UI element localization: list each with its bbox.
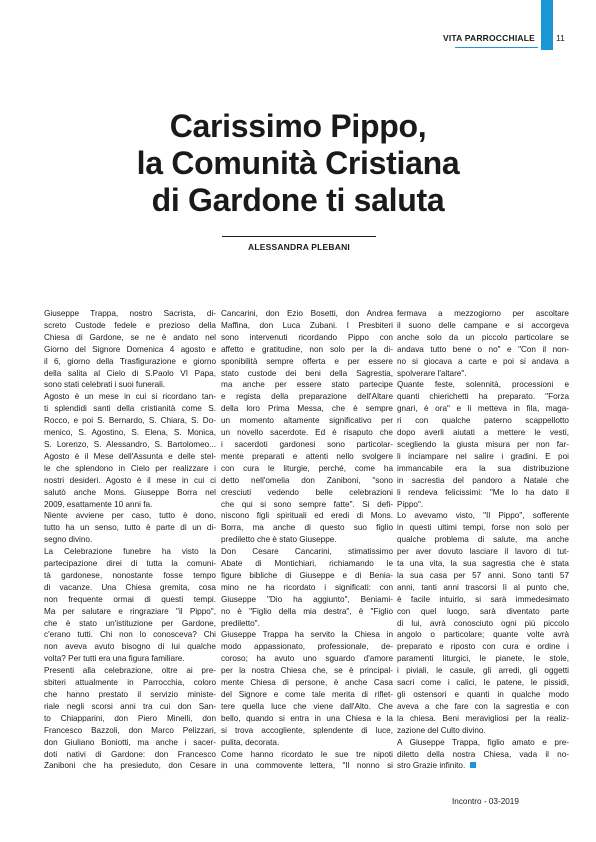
text-line: to Chiapparini, don Piero Minelli, don (44, 713, 216, 723)
text-line: gli ostensori e quanti in qualche modo (397, 690, 569, 699)
text-line: Pippo". (397, 499, 424, 509)
text-line: scegliendo la giusta misura per non far- (397, 439, 569, 449)
text-line: Lo avevamo visto, "Il Pippo", sofferente (397, 511, 569, 521)
text-line: A Giuseppe Trappa, figlio amato e pre- (397, 737, 569, 747)
text-line: segno divino. (44, 535, 93, 545)
text-line: mente preparati e attenti nello svolgere (221, 451, 393, 461)
text-line: andava tutto bene o no" e "Con il non- (397, 344, 569, 354)
text-line: La Celebrazione funebre ha visto la (44, 547, 216, 557)
text-line: prediletto che è stato Giuseppe. (221, 535, 337, 545)
text-line: screto Custode fedele e prezioso della (44, 320, 216, 330)
text-line: tutto ha un senso, tutto è parte di un di- (44, 523, 216, 533)
text-line: Agosto è il Mese dell'Assunta e delle stel- (44, 451, 216, 461)
end-of-article-icon (470, 762, 476, 768)
text-line: paramenti liturgici, le pianete, le stole, (397, 654, 569, 664)
text-line: anche solo da un piccolo particolare se (397, 332, 569, 342)
text-line: c'erano tutti. Chi non lo conosceva? Chi (44, 630, 216, 640)
text-line: partecipazione direi di tutta la comuni- (44, 559, 216, 569)
text-line: modo appassionato, professionale, de- (221, 642, 393, 652)
title-line: Carissimo Pippo, (169, 108, 427, 144)
text-line: ri con qualche paterno scappellotto (397, 416, 569, 426)
text-line: Cancarini, don Ezio Bosetti, don Andrea (221, 309, 393, 318)
text-line: della loro Prima Messa, che è sempre (221, 404, 393, 414)
text-line: mino ne ha ricordato i significati: con (221, 582, 393, 592)
text-line: Giuseppe "Dio ha aggiunto", Beniami- (221, 594, 393, 604)
text-line: ti splendidi santi della cristianità come S. (44, 404, 216, 414)
text-line: Come hanno ricordato le sue tre nipoti (221, 749, 393, 759)
text-line: diletto della nostra Chiesa, vada il no- (397, 749, 569, 759)
text-line: e regista della preparazione dell'Altare (221, 392, 393, 402)
text-line: angolo o particolare; quante volte avrà (397, 630, 569, 640)
text-line: Borra, ma anche di questo suo figlio (221, 523, 393, 533)
text-line: di vacanze. Una Chiesa gremita, cosa (44, 582, 216, 592)
text-line: niscono figli spirituali ed eredi di Mons. (221, 511, 393, 521)
text-line: spolverare l'altare". (397, 368, 467, 378)
text-line: anni, tanti anni trascorsi lì al punto che, (397, 582, 569, 592)
text-line: del Signore e come tale merita di riflet- (221, 690, 393, 699)
text-line: stato custode dei beni della Sagrestia, (221, 368, 393, 378)
text-line: li rendeva felicissimi: "Me lo ha dato il (397, 487, 569, 497)
text-line: 2009, esattamente 10 anni fa. (44, 499, 153, 509)
text-line: un momento altamente significativo per (221, 416, 393, 426)
text-line: i piviali, le casule, gli arredi, gli oggetti (397, 666, 569, 676)
text-line: con cura le liturgie, perché, come ha (221, 463, 393, 473)
text-line: aveva a che fare con la sagrestia e con (397, 701, 569, 711)
article-title (0, 108, 596, 219)
text-line: Abate di Montichiari, richiamando le (221, 559, 393, 569)
text-line: doti nativi di Gardone: don Francesco (44, 749, 216, 759)
text-line: sponibilità sempre offerta e per essere (221, 356, 393, 366)
text-line: Don Cesare Cancarini, stimatissimo (221, 547, 393, 557)
text-line: è facile intuirlo, si sarà immedesimato (397, 594, 569, 604)
page-number: 11 (556, 33, 565, 43)
text-line: Agosto è un mese in cui si ricordano tan- (44, 392, 216, 402)
text-line: dopo averli aiutati a mettere le vesti, (397, 428, 569, 438)
text-line: S. Lorenzo, S. Alessandro, S. Bartolomeo... (44, 439, 216, 449)
byline-rule (222, 236, 376, 237)
text-line: bello, quando si entra in una Chiesa e la (221, 713, 393, 723)
issue-footer: Incontro - 03-2019 (452, 797, 519, 806)
text-line: coroso; ha avuto uno sguardo d'amore (221, 654, 393, 664)
text-line: che è stato un'istituzione per Gardone, (44, 618, 216, 628)
text-line: Zaniboni che ha presieduto, don Cesare (44, 761, 216, 771)
text-line: le che splendono in Cielo per realizzare i (44, 463, 216, 473)
text-line: il 6, giorno della Trasfigurazione e giorno (44, 356, 216, 366)
text-line: Ma per salutare e ringraziare "il Pippo", (44, 606, 216, 616)
text-line: in questi ultimi tempi, forse non solo per (397, 523, 569, 533)
text-line: che qui si sono sempre fatte". Si defi- (221, 499, 393, 509)
text-line: pulita, decorata. (221, 737, 280, 747)
text-line: i sacerdoti gardonesi sono particolar- (221, 439, 393, 449)
text-line: in una commovente lettera, "Il nonno si (221, 761, 393, 771)
text-line: non aveva avuto bisogno di lui qualche (44, 642, 216, 652)
text-line: qualche problema di salute, ma anche (397, 535, 569, 545)
text-line: Giuseppe Trappa, nostro Sacrista, di- (44, 309, 216, 318)
text-line: Quante feste, solennità, processioni e (397, 380, 569, 390)
text-line: don Giuliano Boniotti, ma anche i sacer- (44, 737, 216, 747)
text-line: prediletto". (221, 618, 260, 628)
text-line: tà gardonese, nonostante fosse tempo (44, 570, 216, 580)
text-line: li inciampare nel salire i gradini. E poi (397, 451, 569, 461)
section-label: VITA PARROCCHIALE (442, 33, 535, 43)
text-line: stro Grazie infinito. (397, 760, 569, 772)
text-line: cresciuti vedendo belle celebrazioni (221, 487, 393, 497)
text-line: nostri desideri. Agosto è il mese in cui ci (44, 475, 216, 485)
text-line: figure bibliche di Giuseppe e di Benia- (221, 570, 393, 580)
text-line: Chiesa di Gardone, se ne è andato nel (44, 332, 216, 342)
text-line: quanti chierichetti ha preparato. "Forza (397, 392, 569, 402)
text-line: affetto e gratitudine, non solo per la di- (221, 344, 393, 354)
text-line: volta? Per tutti era una figura familiare. (44, 654, 185, 664)
text-column-1 (44, 308, 216, 772)
text-line: la sua casa per 57 anni. Sono tanti 57 (397, 570, 569, 580)
text-line: di lui, avrà conosciuto ogni più piccolo (397, 618, 569, 628)
text-line: che hanno prestato il servizio ministe- (44, 690, 216, 699)
text-line: no si giocava a carte e poi si andava a (397, 356, 569, 366)
text-line: gnari, è ora" e li metteva in fila, maga- (397, 404, 569, 414)
text-line: Giuseppe Trappa ha servito la Chiesa in (221, 630, 393, 640)
title-line: la Comunità Cristiana (136, 145, 460, 181)
text-line: Francesco Bazzoli, don Marco Pelizzari, (44, 725, 216, 735)
text-line: con quel luogo, sarà diventato parte (397, 606, 569, 616)
text-line: sono intervenuti ricordando Pippo con (221, 332, 393, 342)
text-line: zazione del Culto divino. (397, 725, 486, 735)
text-column-2 (221, 308, 393, 772)
text-line: mente Chiesa di persone, è anche Casa (221, 678, 393, 688)
header-rule (455, 47, 538, 48)
text-line: Maffina, don Luca Zubani. I Presbiteri (221, 320, 393, 330)
text-line: per la nostra Chiesa che, se è principal- (221, 666, 393, 676)
text-line: in sacrestia del pandoro a Natale che (397, 475, 569, 485)
text-line: immancabile era la sua distribuzione (397, 463, 569, 473)
text-line: riale negli scorsi anni tra cui don San- (44, 701, 216, 711)
text-line: ta una vita, la sua sagrestia che è stata (397, 559, 569, 569)
text-line: Rocco, e poi S. Bernardo, S. Chiara, S. Do- (44, 416, 216, 426)
text-line: no è "Figlio della mia destra", è "Figlio (221, 606, 393, 616)
text-line: Presenti alla celebrazione, oltre ai pre- (44, 666, 216, 676)
text-line: sbiteri attualmente in Parrocchia, coloro (44, 678, 216, 688)
text-line: non frequente ormai di questi tempi. (44, 594, 216, 604)
text-line: salutò anche Mons. Giuseppe Borra nel (44, 487, 216, 497)
text-line: sacri come i calici, le patene, le pissidi, (397, 678, 569, 688)
text-line: la chiesa. Beni meravigliosi per la realiz- (397, 713, 569, 723)
author-byline: ALESSANDRA PLEBANI (248, 242, 350, 252)
text-line: un novello sacerdote. Ed è risaputo che (221, 428, 393, 438)
text-line: Niente avviene per caso, tutto è dono, (44, 511, 216, 521)
text-line: sono stati celebrati i suoi funerali. (44, 380, 166, 390)
text-line: preparato e riposto con cura e ordine i (397, 642, 569, 652)
text-line: della salita al Cielo di S.Paolo VI Papa, (44, 368, 216, 378)
text-column-3 (397, 308, 569, 772)
text-line: tere quella luce che viene dall'Alto. Che (221, 701, 393, 711)
header-accent-bar (541, 0, 553, 50)
text-line: menico, S. Agostino, S. Elena, S. Monica, (44, 428, 216, 438)
text-line: per aver dovuto lasciare il lavoro di tut- (397, 547, 569, 557)
text-line: fermava a mezzogiorno per ascoltare (397, 309, 569, 318)
text-line: si trova accogliente, splendente di luce, (221, 725, 393, 735)
text-line: detto nell'omelia don Zaniboni, "sono (221, 475, 393, 485)
text-line: ma anche per essere stato partecipe (221, 380, 393, 390)
text-line: Giorno del Signore Domenica 4 agosto e (44, 344, 216, 354)
text-line: il suono delle campane e si accorgeva (397, 320, 569, 330)
title-line: di Gardone ti saluta (151, 182, 445, 218)
